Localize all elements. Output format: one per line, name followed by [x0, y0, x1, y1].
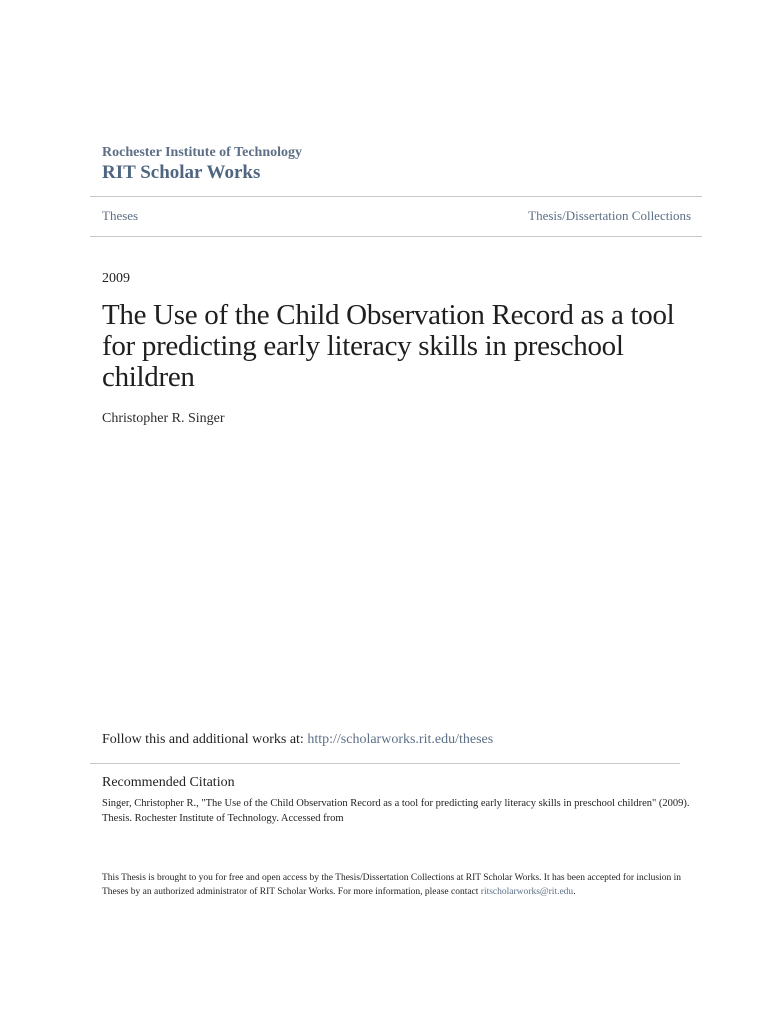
- access-notice-text: This Thesis is brought to you for free and open access by the Thesis/Dissertation Collections at RIT Scholar Works. It has been accepted for inclusion in Theses by an authorized administrator of RIT Scholar Works. For more information, please contact: [102, 873, 681, 897]
- citation-text: Singer, Christopher R., "The Use of the Child Observation Record as a tool for predicting early literacy skills in preschool children" (2009). Thesis. Rochester Institute of Technology. Accessed from: [102, 798, 690, 824]
- access-notice: [102, 871, 702, 899]
- collections-link[interactable]: Thesis/Dissertation Collections: [528, 208, 691, 223]
- contact-email-link[interactable]: ritscholarworks@rit.edu: [480, 887, 574, 897]
- follow-line: [102, 732, 493, 748]
- theses-link[interactable]: Theses: [102, 208, 139, 223]
- publication-year: 2009: [102, 271, 130, 286]
- paper-author: Christopher R. Singer: [102, 411, 225, 426]
- repository-link[interactable]: RIT Scholar Works: [102, 162, 261, 183]
- paper-title: The Use of the Child Observation Record as a tool for predicting early literacy skills in preschool children: [102, 299, 675, 393]
- citation-heading: Recommended Citation: [102, 775, 235, 790]
- collection-url-link[interactable]: http://scholarworks.rit.edu/theses: [307, 732, 494, 747]
- follow-divider: [90, 763, 680, 764]
- follow-prefix: Follow this and additional works at:: [102, 732, 308, 747]
- access-notice-end: .: [573, 887, 576, 897]
- nav-divider: [90, 236, 702, 237]
- institution-name: Rochester Institute of Technology: [102, 145, 303, 160]
- top-divider: [90, 196, 702, 197]
